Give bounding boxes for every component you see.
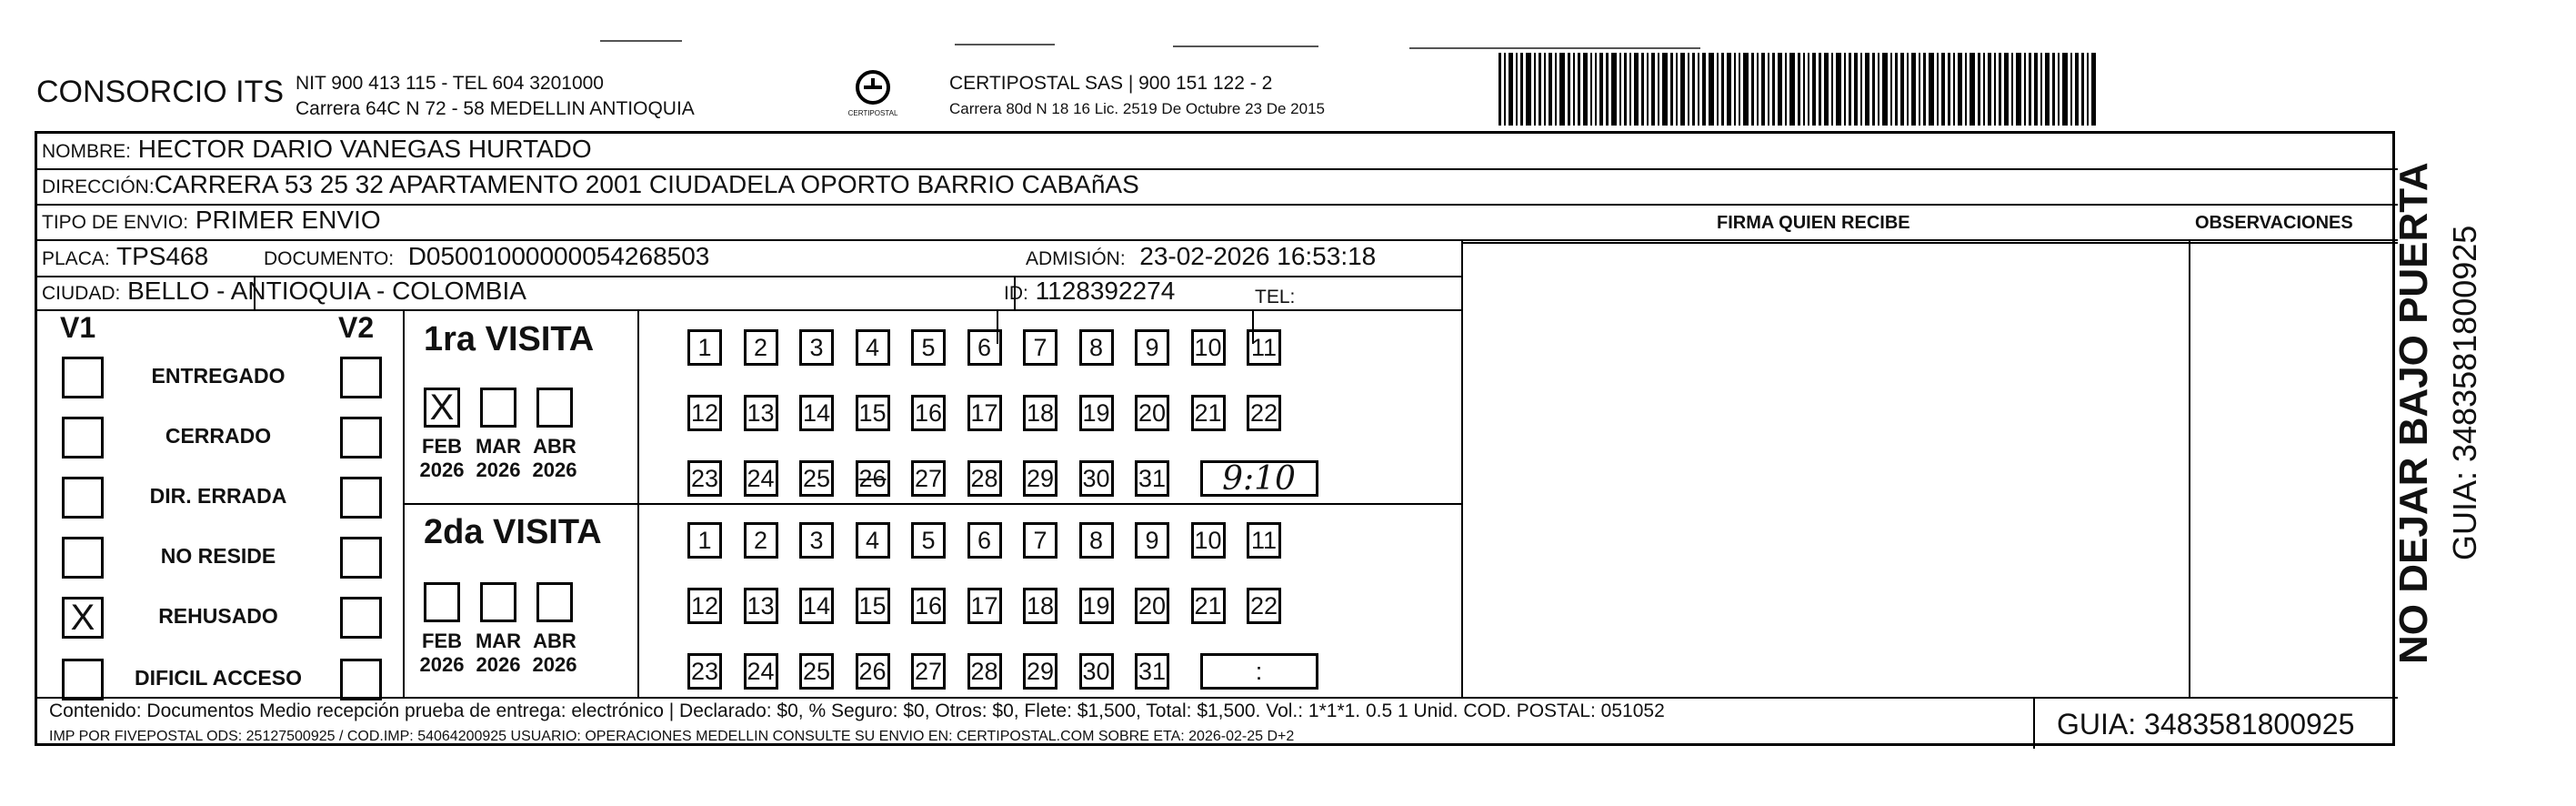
second-visit-day-box[interactable]: 8: [1079, 522, 1114, 559]
status-v1-checkbox[interactable]: [62, 537, 104, 579]
status-label: NO RESIDE: [160, 544, 276, 568]
second-visit-time-box[interactable]: :: [1200, 653, 1318, 690]
second-visit-day-box[interactable]: 30: [1079, 653, 1114, 690]
second-visit-day-box[interactable]: 12: [687, 588, 722, 624]
first-visit-day-box[interactable]: 18: [1023, 395, 1057, 431]
first-visit-day-box[interactable]: 26: [856, 460, 890, 497]
company-info: [296, 71, 695, 122]
second-visit-day-box[interactable]: 26: [856, 653, 890, 690]
nit-line: NIT 900 413 115 - TEL 604 3201000: [296, 73, 604, 94]
first-visit-day-box[interactable]: 19: [1079, 395, 1114, 431]
tipo-value: PRIMER ENVIO: [195, 206, 381, 234]
barcode: [1498, 53, 2213, 126]
month-name: MAR: [475, 630, 522, 652]
second-visit-day-box[interactable]: 19: [1079, 588, 1114, 624]
ciudad-value: BELLO - ANTIOQUIA - COLOMBIA: [127, 277, 526, 305]
ciudad-label: CIUDAD:: [42, 283, 121, 304]
second-visit-day-box[interactable]: 27: [911, 653, 946, 690]
second-visit-day-box[interactable]: 7: [1023, 522, 1057, 559]
first-visit-day-box[interactable]: 13: [744, 395, 778, 431]
id-cell: [1004, 277, 1175, 306]
nombre-row: [42, 135, 592, 164]
first-visit-day-box[interactable]: 24: [744, 460, 778, 497]
nombre-value: HECTOR DARIO VANEGAS HURTADO: [137, 135, 592, 163]
first-visit-day-box[interactable]: 2: [744, 329, 778, 366]
documento-cell: [264, 242, 709, 271]
second-visit-day-box[interactable]: 16: [911, 588, 946, 624]
first-visit-day-box[interactable]: 27: [911, 460, 946, 497]
imp-text: IMP POR FIVEPOSTAL ODS: 25127500925 / COD.IMP: 54064200925 USUARIO: OPERACIONES MEDELLIN CONSULTE SU ENVIO EN: CERTIPOSTAL.COM SOBRE ETA: 2026-02-25 D+2: [49, 729, 1295, 744]
tipo-row: [42, 206, 381, 235]
admision-label: ADMISIÓN:: [1026, 248, 1126, 269]
second-visit-day-box[interactable]: 21: [1191, 588, 1226, 624]
direccion-row: [42, 170, 1139, 199]
placa-value: TPS468: [115, 242, 209, 270]
month-year: 2026: [419, 458, 465, 481]
second-visit-day-box[interactable]: 5: [911, 522, 946, 559]
first-visit-time-box[interactable]: 9:10: [1200, 460, 1318, 497]
month-year: 2026: [532, 458, 577, 481]
first-visit-day-box[interactable]: 23: [687, 460, 722, 497]
second-visit-month-label: [415, 630, 469, 677]
second-visit-day-box[interactable]: 14: [799, 588, 834, 624]
first-visit-day-box[interactable]: 22: [1247, 395, 1281, 431]
direccion-label: DIRECCIÓN:: [42, 176, 155, 197]
first-visit-month-label: [527, 435, 582, 482]
month-year: 2026: [532, 653, 577, 676]
admision-value: 23-02-2026 16:53:18: [1139, 242, 1377, 270]
scan-mark: [600, 40, 682, 42]
status-label: ENTREGADO: [151, 364, 286, 388]
first-visit-day-box[interactable]: 10: [1191, 329, 1226, 366]
status-v1-checkbox[interactable]: [62, 417, 104, 458]
second-visit-day-box[interactable]: 23: [687, 653, 722, 690]
first-visit-day-box[interactable]: 20: [1135, 395, 1169, 431]
ciudad-cell: [42, 277, 526, 306]
status-v2-checkbox[interactable]: [340, 357, 382, 398]
second-visit-month-label: [527, 630, 582, 677]
status-label: DIR. ERRADA: [149, 484, 287, 508]
id-value: 1128392274: [1035, 277, 1176, 305]
first-visit-day-box[interactable]: 30: [1079, 460, 1114, 497]
first-visit-day-box[interactable]: 16: [911, 395, 946, 431]
admision-cell: [1026, 242, 1376, 271]
second-visit-day-box[interactable]: 22: [1247, 588, 1281, 624]
second-visit-day-box[interactable]: 2: [744, 522, 778, 559]
first-visit-day-box[interactable]: 7: [1023, 329, 1057, 366]
status-v1-checkbox[interactable]: [62, 357, 104, 398]
first-visit-day-box[interactable]: 15: [856, 395, 890, 431]
month-year: 2026: [419, 653, 465, 676]
first-visit-day-box[interactable]: 4: [856, 329, 890, 366]
second-visit-day-box[interactable]: 10: [1191, 522, 1226, 559]
tipo-label: TIPO DE ENVIO:: [42, 212, 189, 233]
scan-mark: [1409, 47, 1700, 49]
first-visit-title: 1ra VISITA: [424, 320, 595, 358]
v2-label: V2: [338, 311, 375, 344]
second-visit-day-box[interactable]: 28: [967, 653, 1002, 690]
status-v2-checkbox[interactable]: [340, 659, 382, 700]
status-v2-checkbox[interactable]: [340, 477, 382, 519]
second-visit-day-box[interactable]: 18: [1023, 588, 1057, 624]
firma-header: FIRMA QUIEN RECIBE: [1717, 213, 1910, 233]
second-visit-day-box[interactable]: 17: [967, 588, 1002, 624]
month-name: FEB: [422, 630, 462, 652]
second-visit-day-box[interactable]: 24: [744, 653, 778, 690]
first-visit-day-box[interactable]: 11: [1247, 329, 1281, 366]
month-name: ABR: [533, 435, 576, 458]
second-visit-day-box[interactable]: 25: [799, 653, 834, 690]
status-label: REHUSADO: [158, 604, 278, 628]
carrier-info: [949, 71, 1325, 122]
nombre-label: NOMBRE:: [42, 141, 132, 162]
carrier-line: CERTIPOSTAL SAS | 900 151 122 - 2: [949, 73, 1273, 94]
company-address: Carrera 64C N 72 - 58 MEDELLIN ANTIOQUIA: [296, 98, 695, 119]
second-visit-day-box[interactable]: 15: [856, 588, 890, 624]
first-visit-month-checkbox[interactable]: [536, 388, 573, 428]
first-visit-day-box[interactable]: 31: [1135, 460, 1169, 497]
placa-cell: [42, 242, 208, 271]
second-visit-month-checkbox[interactable]: [480, 582, 516, 622]
first-visit-day-box[interactable]: 25: [799, 460, 834, 497]
second-visit-day-box[interactable]: 13: [744, 588, 778, 624]
guia-side: GUIA: 3483581800925: [2446, 225, 2483, 560]
month-name: ABR: [533, 630, 576, 652]
documento-label: DOCUMENTO:: [264, 248, 395, 269]
placa-label: PLACA:: [42, 248, 110, 269]
status-v1-checkbox[interactable]: [62, 477, 104, 519]
first-visit-day-box[interactable]: 9: [1135, 329, 1169, 366]
first-visit-day-box[interactable]: 21: [1191, 395, 1226, 431]
status-v2-checkbox[interactable]: [340, 597, 382, 639]
tel-label: TEL:: [1255, 287, 1296, 307]
contenido-text: Contenido: Documentos Medio recepción prueba de entrega: electrónico | Declarado: $0, % Seguro: $0, Otros: $0, Flete: $1,500, Total: $1,500. Vol.: 1*1*1. 0.5 1 Unid. COD. POSTAL: 051052: [49, 700, 1665, 721]
second-visit-month-checkbox[interactable]: [424, 582, 460, 622]
first-visit-day-box[interactable]: 14: [799, 395, 834, 431]
first-visit-day-box[interactable]: 3: [799, 329, 834, 366]
status-v1-checkbox[interactable]: X: [62, 597, 104, 639]
scan-mark: [955, 44, 1055, 45]
v1-label: V1: [60, 311, 96, 344]
status-v1-checkbox[interactable]: [62, 659, 104, 700]
first-visit-day-box[interactable]: 28: [967, 460, 1002, 497]
first-visit-day-box[interactable]: 1: [687, 329, 722, 366]
second-visit-day-box[interactable]: 29: [1023, 653, 1057, 690]
second-visit-month-checkbox[interactable]: [536, 582, 573, 622]
second-visit-month-label: [471, 630, 526, 677]
second-visit-day-box[interactable]: 20: [1135, 588, 1169, 624]
second-visit-day-box[interactable]: 3: [799, 522, 834, 559]
id-label: ID:: [1004, 283, 1028, 304]
first-visit-month-label: [415, 435, 469, 482]
second-visit-day-box[interactable]: 4: [856, 522, 890, 559]
month-name: FEB: [422, 435, 462, 458]
first-visit-day-box[interactable]: 29: [1023, 460, 1057, 497]
guia-footer: GUIA: 3483581800925: [2057, 708, 2355, 741]
first-visit-day-box[interactable]: 5: [911, 329, 946, 366]
scan-mark: [1173, 45, 1318, 47]
company-name: CONSORCIO ITS: [36, 75, 285, 109]
direccion-value: CARRERA 53 25 32 APARTAMENTO 2001 CIUDADELA OPORTO BARRIO CABAñAS: [154, 170, 1139, 198]
second-visit-day-box[interactable]: 9: [1135, 522, 1169, 559]
status-label: DIFICIL ACCESO: [134, 666, 302, 690]
first-visit-day-box[interactable]: 8: [1079, 329, 1114, 366]
second-visit-day-box[interactable]: 1: [687, 522, 722, 559]
second-visit-day-box[interactable]: 31: [1135, 653, 1169, 690]
first-visit-day-box[interactable]: 12: [687, 395, 722, 431]
second-visit-day-box[interactable]: 6: [967, 522, 1002, 559]
carrier-license: Carrera 80d N 18 16 Lic. 2519 De Octubre 23 De 2015: [949, 100, 1325, 117]
first-visit-month-checkbox[interactable]: X: [424, 388, 460, 428]
first-visit-day-box[interactable]: 17: [967, 395, 1002, 431]
month-year: 2026: [476, 653, 521, 676]
status-label: CERRADO: [165, 424, 272, 448]
month-year: 2026: [476, 458, 521, 481]
first-visit-month-label: [471, 435, 526, 482]
first-visit-month-checkbox[interactable]: [480, 388, 516, 428]
status-v2-checkbox[interactable]: [340, 537, 382, 579]
documento-value: D05001000000054268503: [407, 242, 710, 270]
first-visit-day-box[interactable]: 6: [967, 329, 1002, 366]
second-visit-title: 2da VISITA: [424, 513, 602, 551]
month-name: MAR: [475, 435, 522, 458]
tel-cell: [1255, 280, 1295, 309]
observaciones-header: OBSERVACIONES: [2195, 213, 2353, 233]
second-visit-day-box[interactable]: 11: [1247, 522, 1281, 559]
logo-text: CERTIPOSTAL: [847, 109, 898, 117]
status-v2-checkbox[interactable]: [340, 417, 382, 458]
no-dejar-bajo-puerta: NO DEJAR BAJO PUERTA: [2391, 162, 2436, 664]
